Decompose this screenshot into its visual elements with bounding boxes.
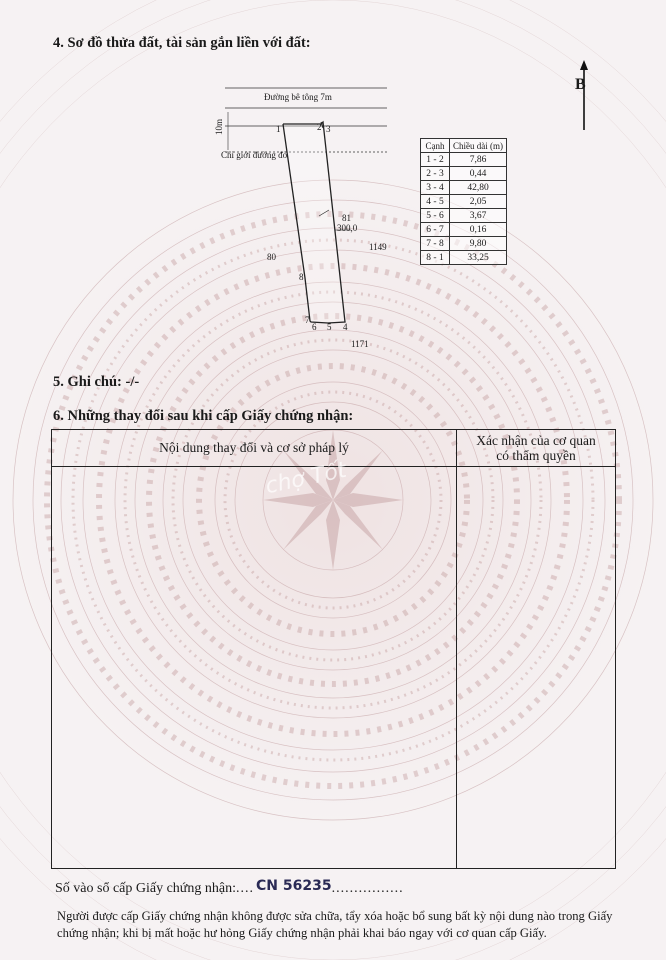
neighbor-south: 1171 bbox=[351, 339, 369, 349]
authority-confirmation-header bbox=[457, 430, 616, 467]
boundary-label: Chỉ giới đường đỏ bbox=[221, 150, 288, 160]
length-cell: 7,86 bbox=[450, 153, 507, 167]
plot-drawing bbox=[215, 82, 415, 352]
edge-cell: 8 - 1 bbox=[421, 251, 450, 265]
length-cell: 0,44 bbox=[450, 167, 507, 181]
length-cell: 3,67 bbox=[450, 209, 507, 223]
changes-table-body bbox=[52, 467, 616, 869]
setback-label: 10m bbox=[214, 118, 225, 136]
authority-confirmation-cell bbox=[457, 467, 616, 869]
registry-dots-after: ................ bbox=[331, 881, 404, 896]
north-label: B bbox=[575, 76, 586, 93]
length-cell: 2,05 bbox=[450, 195, 507, 209]
neighbor-west: 80 bbox=[267, 252, 276, 262]
section-6-heading: 6. Những thay đổi sau khi cấp Giấy chứng nhận: bbox=[53, 408, 354, 424]
authority-header-line-1: Xác nhận của cơ quan bbox=[476, 433, 596, 448]
table-row bbox=[421, 153, 507, 167]
changes-table bbox=[51, 429, 616, 869]
changes-content-cell bbox=[52, 467, 457, 869]
north-arrow-icon bbox=[574, 60, 594, 132]
table-row bbox=[421, 167, 507, 181]
edge-cell: 7 - 8 bbox=[421, 237, 450, 251]
registry-number: CN 56235 bbox=[256, 878, 332, 894]
edge-cell: 1 - 2 bbox=[421, 153, 450, 167]
length-cell: 33,25 bbox=[450, 251, 507, 265]
length-table-header-length: Chiều dài (m) bbox=[450, 139, 507, 153]
vertex-2: 2 bbox=[317, 122, 322, 132]
watermark: chợ Tốt bbox=[263, 457, 349, 500]
road-label: Đường bê tông 7m bbox=[264, 92, 332, 102]
registry-label: Số vào sổ cấp Giấy chứng nhận: bbox=[55, 881, 236, 896]
parcel-number: 81 bbox=[342, 213, 351, 223]
table-row bbox=[421, 209, 507, 223]
table-row bbox=[421, 237, 507, 251]
edge-cell: 2 - 3 bbox=[421, 167, 450, 181]
table-row bbox=[421, 195, 507, 209]
edge-cell: 3 - 4 bbox=[421, 181, 450, 195]
vertex-7: 7 bbox=[305, 315, 310, 325]
vertex-1: 1 bbox=[276, 124, 281, 134]
vertex-3: 3 bbox=[326, 124, 331, 134]
table-row bbox=[421, 251, 507, 265]
registry-number-line bbox=[55, 880, 404, 897]
plot-diagram bbox=[215, 82, 415, 352]
registry-dots-before: .... bbox=[236, 881, 254, 896]
neighbor-east: 1149 bbox=[369, 242, 387, 252]
vertex-4: 4 bbox=[343, 322, 348, 332]
changes-content-header: Nội dung thay đổi và cơ sở pháp lý bbox=[52, 430, 457, 467]
vertex-6: 6 bbox=[312, 322, 317, 332]
length-table-header-edge: Cạnh bbox=[421, 139, 450, 153]
length-cell: 42,80 bbox=[450, 181, 507, 195]
table-row bbox=[421, 181, 507, 195]
parcel-area: 300,0 bbox=[337, 223, 358, 233]
section-5-heading: 5. Ghi chú: -/- bbox=[53, 374, 140, 390]
edge-length-table bbox=[420, 138, 507, 265]
table-row bbox=[421, 223, 507, 237]
edge-cell: 4 - 5 bbox=[421, 195, 450, 209]
edge-cell: 5 - 6 bbox=[421, 209, 450, 223]
footnote-warning: Người được cấp Giấy chứng nhận không được sửa chữa, tẩy xóa hoặc bổ sung bất kỳ nội dung nào trong Giấy chứng nhận; khi bị mất hoặc hư hỏng Giấy chứng nhận phải khai báo ngay với cơ quan cấp Giấy. bbox=[57, 909, 613, 940]
section-4-heading: 4. Sơ đồ thửa đất, tài sản gắn liền với đất: bbox=[53, 35, 311, 51]
vertex-8: 8 bbox=[299, 272, 304, 282]
vertex-5: 5 bbox=[327, 322, 332, 332]
length-cell: 9,80 bbox=[450, 237, 507, 251]
edge-cell: 6 - 7 bbox=[421, 223, 450, 237]
length-cell: 0,16 bbox=[450, 223, 507, 237]
authority-header-line-2: có thẩm quyền bbox=[496, 448, 576, 463]
